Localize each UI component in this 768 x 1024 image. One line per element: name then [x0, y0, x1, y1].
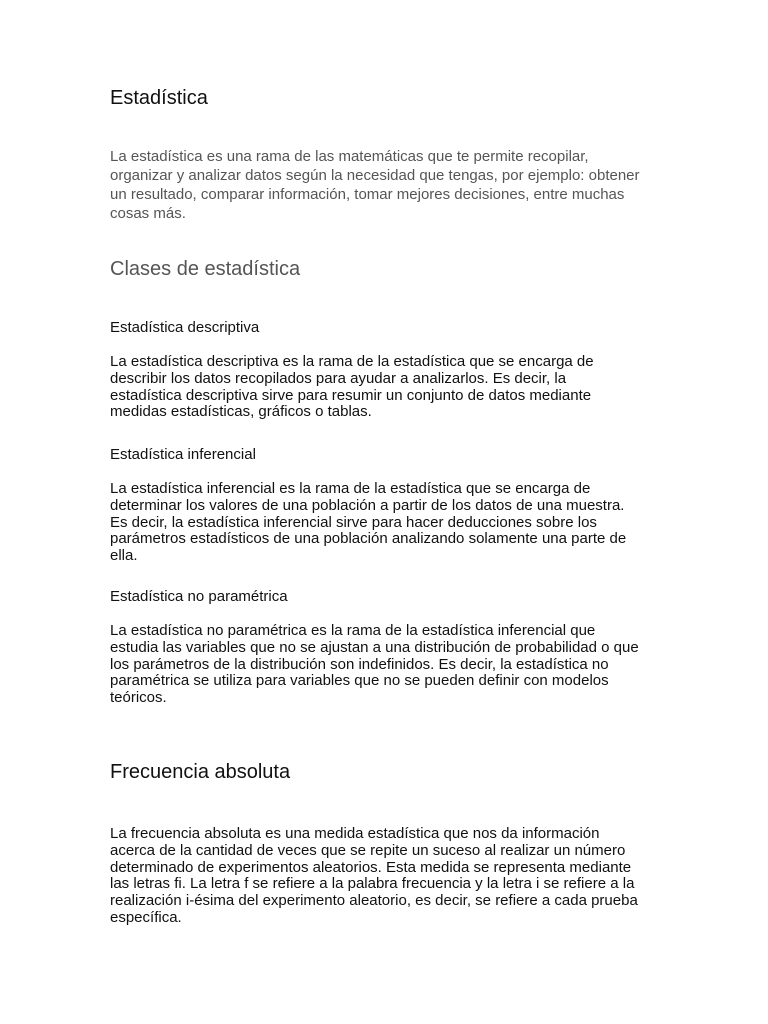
inferential-line: parámetros estadísticos de una población analizando solamente una parte de	[110, 530, 627, 548]
nonparametric-heading: Estadística no paramétrica	[110, 588, 288, 605]
intro-line: La estadística es una rama de las matemáticas que te permite recopilar,	[110, 148, 589, 165]
inferential-line: ella.	[110, 547, 138, 565]
nonparametric-line: La estadística no paramétrica es la rama de la estadística inferencial que	[110, 622, 596, 639]
descriptive-line: estadística descriptiva sirve para resumir un conjunto de datos mediante	[110, 386, 592, 404]
classes-heading: Clases de estadística	[110, 258, 301, 280]
inferential-paragraph	[110, 481, 670, 565]
frequency-paragraph	[110, 826, 670, 927]
frequency-heading: Frecuencia absoluta	[110, 761, 291, 783]
inferential-line: La estadística inferencial es la rama de la estadística que se encarga de	[110, 480, 591, 497]
nonparametric-line: los parámetros de la distribución son indefinidos. Es decir, la estadística no	[110, 655, 609, 673]
document-title: Estadística	[110, 87, 208, 109]
nonparametric-line: teóricos.	[110, 689, 167, 707]
descriptive-line: La estadística descriptiva es la rama de la estadística que se encarga de	[110, 353, 594, 370]
frequency-line: determinado de experimentos aleatorios. Esta medida se representa mediante	[110, 858, 632, 876]
frequency-line: las letras fi. La letra f se refiere a la palabra frecuencia y la letra i se refiere a la	[110, 875, 635, 893]
inferential-line: Es decir, la estadística inferencial sirve para hacer deducciones sobre los	[110, 513, 597, 531]
intro-line: un resultado, comparar información, tomar mejores decisiones, entre muchas	[110, 186, 625, 203]
descriptive-heading: Estadística descriptiva	[110, 319, 260, 336]
descriptive-line: describir los datos recopilados para ayudar a analizarlos. Es decir, la	[110, 369, 567, 387]
frequency-line: específica.	[110, 908, 182, 926]
intro-line: organizar y analizar datos según la necesidad que tengas, por ejemplo: obtener	[110, 167, 640, 184]
inferential-heading: Estadística inferencial	[110, 446, 256, 463]
nonparametric-line: estudia las variables que no se ajustan a una distribución de probabilidad o que	[110, 638, 639, 656]
frequency-line: acerca de la cantidad de veces que se repite un suceso al realizar un número	[110, 841, 626, 859]
intro-line: cosas más.	[110, 205, 186, 222]
descriptive-paragraph	[110, 354, 670, 421]
nonparametric-paragraph	[110, 623, 670, 707]
frequency-line: realización i-ésima del experimento aleatorio, es decir, se refiere a cada prueba	[110, 892, 638, 910]
nonparametric-line: paramétrica se utiliza para variables que no se pueden definir con modelos	[110, 672, 609, 690]
inferential-line: determinar los valores de una población a partir de los datos de una muestra.	[110, 496, 625, 514]
descriptive-line: medidas estadísticas, gráficos o tablas.	[110, 403, 372, 421]
intro-paragraph	[110, 147, 670, 223]
frequency-line: La frecuencia absoluta es una medida estadística que nos da información	[110, 825, 600, 842]
